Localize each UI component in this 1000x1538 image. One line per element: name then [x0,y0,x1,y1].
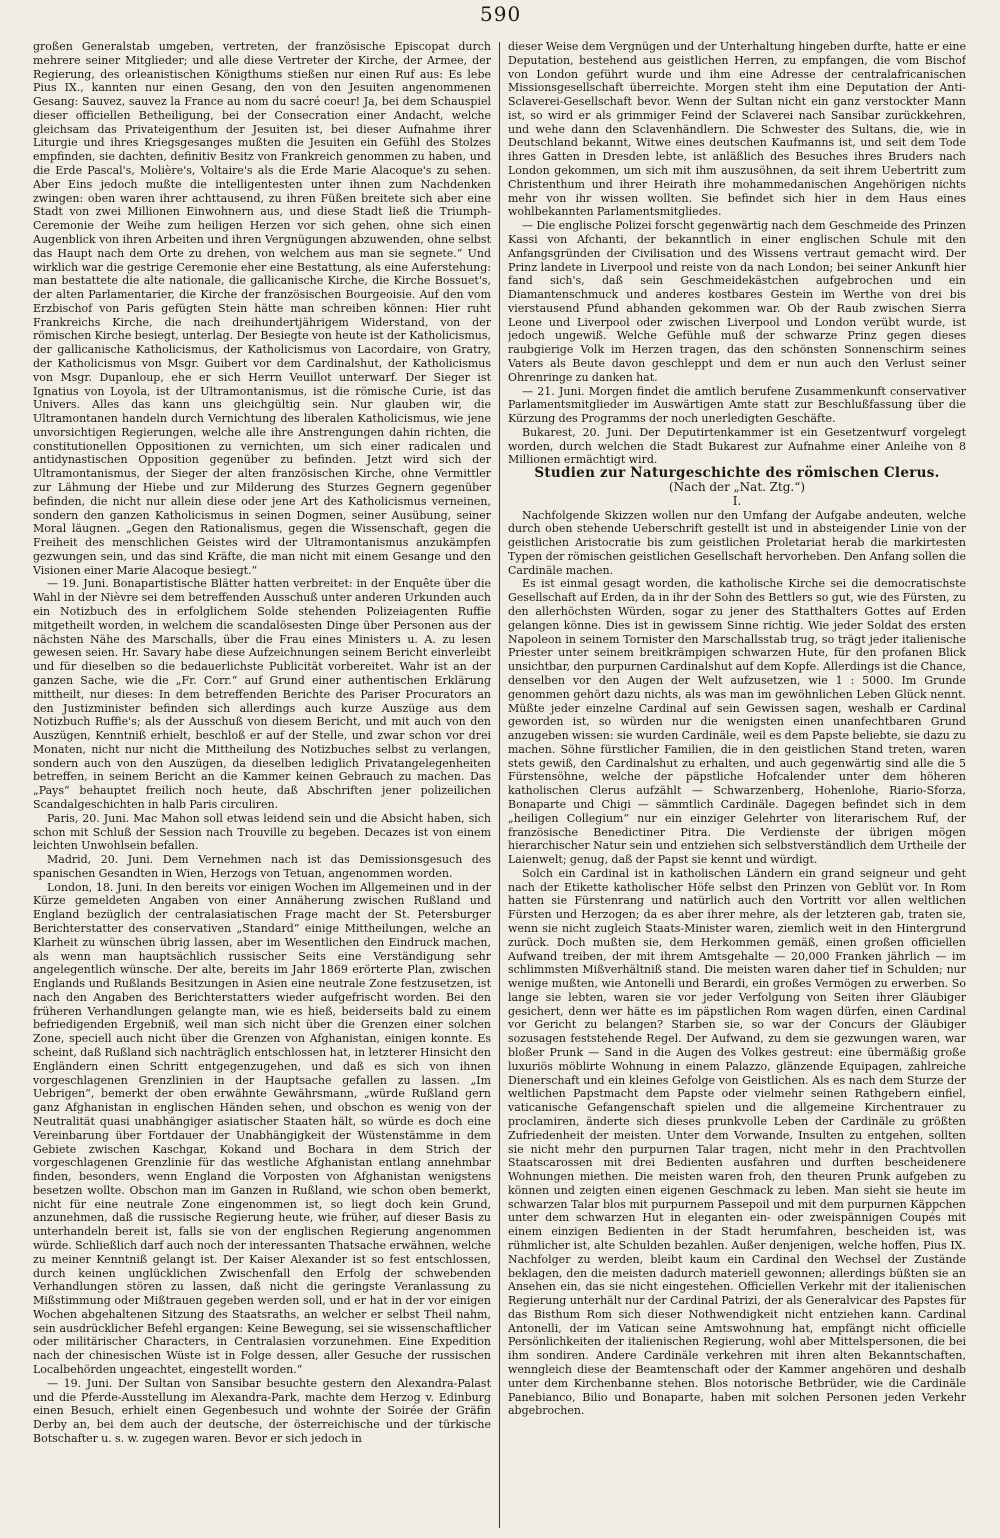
section-number: I. [732,493,742,508]
article-paragraph: Solch ein Cardinal ist in katholischen Ländern ein grand seigneur und geht nach der Etikette katholischer Höfe selbst den Prinzen von Geblüt vor. In Rom hatten sie Fürstenrang und natürlich auch den Vortritt vor allen weltlichen Fürsten und Herzogen; da es aber ihrer mehre, als der letzteren gab, traten sie, wenn sie nicht zugleich Staats-Minister waren, ziemlich weit in den Hintergrund zurück. Doch mußten sie, dem Herkommen gemäß, einen großen officiellen Aufwand treiben, der mit ihrem Amtsgehalte — 20,000 Franken jährlich — im schlimmsten Mißverhältniß stand. Die meisten waren daher tief in Schulden; nur wenige mußten, wie Antonelli und Berardi, ein großes Vermögen zu erwerben. So lange sie lebten, waren sie vor jeder Verfolgung von Seiten ihrer Gläubiger gesichert, denn wer hätte es im päpstlichen Rom wagen dürfen, einen Cardinal vor Gericht zu belangen? Starben sie, so war der Concurs der Gläubiger sozusagen feststehende Regel. Der Aufwand, zu dem sie gezwungen waren, war bloßer Prunk — Sand in die Augen des Volkes gestreut: eine übermäßig große luxuriös möblirte Wohnung in einem Palazzo, glänzende Equipagen, zahlreiche Dienerschaft und ein kleines Gefolge von Geistlichen. Als es nach dem Sturze der weltlichen Papstmacht dem Papste oder vielmehr seinen Rathgebern einfiel, vaticanische Gefangenschaft spielen und die allgemeine Kirchentrauer zu proclamiren, änderte sich dieses prunkvolle Leben der Cardinäle zu größten Zufriedenheit der meisten. Unter dem Vorwande, Insulten zu entgehen, sollten sie nicht mehr den purpurnen Talar tragen, nicht mehr in den Prachtvollen Staatscarossen mit drei Bedienten ausfahren und durften bescheidenere Wohnungen miethen. Die meisten waren froh, den theuren Prunk aufgeben zu können und zeigten einen eigenen Geschmack zu leben. Man sieht sie heute im schwarzen Talar blos mit purpurnem Passepoil und mit dem purpurnen Käppchen unter dem schwarzen Hut in eleganten ein- oder zweispännigen Coupés mit einem einzigen Bedienten in der Stadt herumfahren, bescheiden ist, was rühmlicher ist, alte Schulden bezahlen. Außer denjenigen, welche hoffen, Pius IX. Nachfolger zu werden, bleibt kaum ein Cardinal den Wechsel der Zustände beklagen, den die meisten dadurch materiell gewonnen; allerdings büßten sie an Ansehen ein, das sie nicht eingestehen. Officiellen Verkehr mit der italienischen Regierung unterhält nur der Cardinal Patrizi, der als Generalvicar des Papstes für das Bisthum Rom sich dieser Nothwendigkeit nicht entziehen kann. Cardinal Antonelli, der im Vatican seine Amtswohnung hat, empfängt nicht officielle Persönlichkeiten der italienischen Regierung, wohl aber Mittelspersonen, die bei ihm sondiren. Andere Cardinäle verkehren mit ihren alten Bekanntschaften, wenngleich diese der Beamtenschaft oder der Kammer angehören und deshalb unter dem Kirchenbanne stehen. Blos notorische Betbrüder, wie die Cardinäle Panebianco, Bilio und Bonaparte, haben mit solchen Personen jeden Verkehr abgebrochen. [508,866,966,1418]
article-paragraph: — 19. Juni. Bonapartistische Blätter hatten verbreitet: in der Enquête über die Wahl in der Nièvre sei dem betreffenden Ausschuß unter anderen Urkunden auch ein Notizbuch des in erfolglichem Solde stehenden Polizeiagenten Ruffie mitgetheilt worden, in welchem die scandalösesten Dinge über Personen aus der nächsten Nähe des Marschalls, über die Frau eines Ministers u. A. zu lesen gewesen seien. Hr. Savary habe diese Aufzeichnungen seinem Bericht einverleibt und für dieselben so die bedauerlichste Publicität vorbereitet. Wahr ist an der ganzen Sache, wie die „Fr. Corr.“ auf Grund einer authentischen Erklärung mittheilt, nur dieses: In dem betreffenden Berichte des Pariser Procurators an den Justizminister befinden sich allerdings auch kurze Auszüge aus dem Notizbuch Ruffie's; als der Ausschuß von diesem Bericht, und mit auch von den Auszügen, Kenntniß erhielt, beschloß er auf der Stelle, und zwar schon vor drei Monaten, nicht nur nicht die Mittheilung des Notizbuches selbst zu verlangen, sondern auch von den Auszügen, da dieselben lediglich Privatangelegenheiten betreffen, in seinem Bericht an die Kammer keinen Gebrauch zu machen. Das „Pays“ behauptet freilich noch heute, daß Abschriften jener polizeilichen Scandalgeschichten in halb Paris circuliren. [33,577,491,811]
page-number: 590 [480,2,522,26]
article-paragraph: Nachfolgende Skizzen wollen nur den Umfang der Aufgabe andeuten, welche durch oben stehende Ueberschrift gestellt ist und in absteigender Linie von der geistlichen Aristocratie bis zum geistlichen Proletariat herab die markirtesten Typen der römischen geistlichen Gesellschaft hervorheben. Den Anfang sollen die Cardinäle machen. [508,508,966,577]
article-paragraph: dieser Weise dem Vergnügen und der Unterhaltung hingeben durfte, hatte er eine Deputation, bestehend aus geistlichen Herren, zu empfangen, die vom Bischof von London geführt wurde und ihm eine Adresse der centralafricanischen Missionsgesellschaft überreichte. Morgen steht ihm eine Deputation der Anti-Sclaverei-Gesellschaft bevor. Wenn der Sultan nicht ein ganz verstockter Mann ist, so wird er als grimmiger Feind der Sclaverei nach Sansibar zurückkehren, und wehe dann den Sclavenhändlern. Die Schwester des Sultans, die, wie in Deutschland bekannt, Witwe eines deutschen Kaufmanns ist, und seit dem Tode ihres Gatten in Dresden lebte, ist anläßlich des Besuches ihres Bruders nach London gekommen, um sich mit ihm auszusöhnen, da seit ihrem Uebertritt zum Christenthum und ihrer Heirath ihre mohammedanischen Angehörigen nichts mehr von ihr wissen wollten. Sie befindet sich hier in dem Haus eines wohlbekannten Parlamentsmitgliedes. [508,40,966,219]
article-paragraph: Madrid, 20. Juni. Dem Vernehmen nach ist das Demissionsgesuch des spanischen Gesandten in Wien, Herzogs von Tetuan, angenommen worden. [33,853,491,880]
article-paragraph: Bukarest, 20. Juni. Der Deputirtenkammer ist ein Gesetzentwurf vorgelegt worden, durch welchen die Stadt Bukarest zur Aufnahme einer Anleihe von 8 Millionen ermächtigt wird. [508,425,966,467]
section-source: (Nach der „Nat. Ztg.“) [668,480,806,494]
article-paragraph: Paris, 20. Juni. Mac Mahon soll etwas leidend sein und die Absicht haben, sich schon mit Schluß der Session nach Trouville zu begeben. Decazes ist von einem leichten Unwohlsein befallen. [33,811,491,853]
section-headline: Studien zur Naturgeschichte des römischen Clerus. [534,465,940,482]
article-paragraph: — 19. Juni. Der Sultan von Sansibar besuchte gestern den Alexandra-Palast und die Pferde-Ausstellung im Alexandra-Park, machte dem Herzog v. Edinburg einen Besuch, erhielt einen Gegenbesuch und wohnte der Soirée der Gräfin Derby an, bei dem auch der deutsche, der österreichische und der türkische Botschafter u. s. w. zugegen waren. Bevor er sich jedoch in [33,1376,491,1445]
article-paragraph: Es ist einmal gesagt worden, die katholische Kirche sei die democratischste Gesellschaft auf Erden, da in ihr der Sohn des Bettlers so gut, wie des Fürsten, zu den allerhöchsten Würden, sogar zu jener des Statthalters Gottes auf Erden gelangen könne. Dies ist in gewissem Sinne richtig. Wie jeder Soldat des ersten Napoleon in seinem Tornister den Marschallsstab trug, so trägt jeder italienische Priester unter seinem breitkrämpigen schwarzen Hute, für den profanen Blick unsichtbar, den purpurnen Cardinalshut auf dem Kopfe. Allerdings ist die Chance, denselben vor den Augen der Welt aufzusetzen, wie 1 : 5000. Im Grunde genommen gehört dazu nichts, als was man im gewöhnlichen Leben Glück nennt. Müßte jeder einzelne Cardinal auf sein Gewissen sagen, weshalb er Cardinal geworden ist, so würden nur die wenigsten einen unanfechtbaren Grund anzugeben wissen: sie wurden Cardinäle, weil es dem Papste beliebte, sie dazu zu machen. Söhne fürstlicher Familien, die in den geistlichen Stand treten, waren stets gewiß, den Cardinalshut zu erhalten, und auch gegenwärtig sind alle die 5 Fürstensöhne, welche der päpstliche Hofcalender unter dem höheren katholischen Clerus aufzählt — Schwarzenberg, Hohenlohe, Riario-Sforza, Bonaparte und Chigi — sämmtlich Cardinäle. Dagegen befindet sich in dem „heiligen Collegium“ nur ein einziger Gelehrter von literarischem Ruf, der französische Benedictiner Pitra. Die Verdienste der übrigen mögen hierarchischer Natur sein und entziehen sich selbstverständlich dem Urtheile der Laienwelt; genug, daß der Papst sie kennt und würdigt. [508,577,966,867]
article-paragraph: großen Generalstab umgeben, vertreten, der französische Episcopat durch mehrere seiner Mitglieder; und alle diese Vertreter der Kirche, der Armee, der Regierung, des orleanistischen Königthums stießen nur einen Ruf aus: Es lebe Pius IX., kannten nur einen Gesang, den von den Jesuiten angenommenen Gesang: Sauvez, sauvez la France au nom du sacré coeur! Ja, bei dem Schauspiel dieser officiellen Betheiligung, bei der Consecration einer Andacht, welche gleichsam das Privateigenthum der Jesuiten ist, bei dieser Aufnahme ihrer Liturgie und ihres Kriegsgesanges mußten die Jesuiten ein Gefühl des Stolzes empfinden, sie dachten, definitiv Besitz von Frankreich genommen zu haben, und die Erde Pascal's, Molière's, Voltaire's als die Erde Marie Alacoque's zu sehen. Aber Eins jedoch mußte die intelligentesten unter ihnen zum Nachdenken zwingen: oben waren ihrer achttausend, zu ihren Füßen breitete sich aber eine Stadt von zwei Millionen Einwohnern aus, und diese Stadt ließ die Triumph-Ceremonie der Weihe zum heiligen Herzen vor sich gehen, ohne sich einen Augenblick von ihren Arbeiten und ihren Vergnügungen abzuwenden, ohne selbst das Haupt nach dem Orte zu drehen, von welchem aus man sie segnete.“ Und wirklich war die gestrige Ceremonie eher eine Bestattung, als eine Auferstehung: man bestattete die alte nationale, die gallicanische Kirche, die Kirche Bossuet's, der alten Parlamentarier, die Kirche der französischen Bourgeoisie. Auf den vom Erzbischof von Paris gefügten Stein hätte man schreiben können: Hier ruht Frankreichs Kirche, die nach dreihundertjährigem Widerstand, von der römischen Kirche besiegt, unterlag. Der Besiegte von heute ist der Katholicismus, der gallicanische Katholicismus, der Katholicismus von Lacordaire, von Gratry, der Katholicismus von Msgr. Guibert vor dem Cardinalshut, der Katholicismus von Msgr. Dupanloup, ehe er sich Herrn Veuillot unterwarf. Der Sieger ist Ignatius von Loyola, ist der Ultramontanismus, ist die römische Curie, ist das Univers. Alles das kann uns gleichgültig sein. Nur glauben wir, die Ultramontanen handeln durch Vernichtung des liberalen Katholicismus, wie jene unvorsichtigen Regierungen, welche alle ihre Anstrengungen dahin richten, die constitutionellen Oppositionen zu vernichten, um sich einer radicalen und antidynastischen Opposition gegenüber zu befinden. Jetzt wird sich der Ultramontanismus, der Sieger der alten französischen Kirche, ohne Vermittler zur Lähmung der Hiebe und zur Milderung des Sturzes Gegnern gegenüber befinden, die nicht nur allein diese oder jene Art des Katholicismus verneinen, sondern den ganzen Katholicismus in seinen Dogmen, seiner Ausübung, seiner Moral läugnen. „Gegen den Rationalismus, gegen die Wissenschaft, gegen die Freiheit des menschlichen Geistes wird der Ultramontanismus anzukämpfen gezwungen sein, und das sind Kräfte, die man nicht mit einem Gesange und den Visionen einer Marie Alacoque besiegt.“ [33,40,491,577]
column-divider [499,42,500,1528]
right-column [508,40,966,1520]
left-column [33,40,491,1520]
article-paragraph: — Die englische Polizei forscht gegenwärtig nach dem Geschmeide des Prinzen Kassi von Afchanti, der bekanntlich in einer englischen Schule mit den Anfangsgründen der Civilisation und des Wissens vertraut gemacht wird. Der Prinz landete in Liverpool und reiste von da nach London; bei seiner Ankunft hier fand sich's, daß sein Geschmeidekästchen aufgebrochen und ein Diamantenschmuck und anderes kostbares Gestein im Werthe von drei bis vierstausend Pfund abhanden gekommen war. Ob der Raub zwischen Sierra Leone und Liverpool oder zwischen Liverpool und London verübt wurde, ist jedoch ungewiß. Welche Gefühle muß der schwarze Prinz gegen dieses raubgierige Volk im Herzen tragen, das den schönsten Sonnenschirm seines Vaters als Beute davon geschleppt und dem er nun auch den Verlust seiner Ohrenringe zu danken hat. [508,219,966,384]
article-paragraph: — 21. Juni. Morgen findet die amtlich berufene Zusammenkunft conservativer Parlamentsmitglieder im Auswärtigen Amte statt zur Beschlußfassung über die Kürzung des Programms der noch unerledigten Geschäfte. [508,384,966,426]
article-paragraph: London, 18. Juni. In den bereits vor einigen Wochen im Allgemeinen und in der Kürze gemeldeten Angaben von einer Annäherung zwischen Rußland und England bezüglich der centralasiatischen Frage macht der St. Petersburger Berichterstatter des conservativen „Standard“ einige Mittheilungen, welche an Klarheit zu wünschen übrig lassen, aber im Wesentlichen den Eindruck machen, als wenn man hauptsächlich russischer Seits eine Verständigung sehr angelegentlich wünsche. Der alte, bereits im Jahr 1869 erörterte Plan, zwischen Englands und Rußlands Besitzungen in Asien eine neutrale Zone festzusetzen, ist nach den Angaben des Berichterstatters wieder aufgefrischt worden. Bei den früheren Verhandlungen gelangte man, wie es hieß, beiderseits bald zu einem befriedigenden Ergebniß, weil man sich nicht über die Grenzen einer solchen Zone, speciell auch nicht über die Grenzen von Afghanistan, einigen konnte. Es scheint, daß Rußland sich nachträglich entschlossen hat, in letzterer Hinsicht den Engländern einen Schritt entgegenzugehen, und daß es sich von ihnen vorgeschlagenen Grenzlinien in der Hauptsache gefallen zu lassen. „Im Uebrigen“, bemerkt der oben erwähnte Gewährsmann, „würde Rußland gern ganz Afghanistan in englischen Händen sehen, und obschon es wenig von der Neutralität quasi unabhängiger asiatischer Staaten hält, so würde es doch eine Vereinbarung über Fortdauer der Unabhängigkeit der Wüstenstämme in dem Gebiete zwischen Kaschgar, Kokand und Bochara in dem Strich der vorgeschlagenen Grenzlinie für das westliche Afghanistan entlang annehmbar finden, besonders, wenn England die Vorposten von Afghanistan wenigstens besetzen wollte. Obschon man im Ganzen in Rußland, wie schon oben bemerkt, nicht für eine neutrale Zone eingenommen ist, so liegt doch kein Grund, anzunehmen, daß die russische Regierung heute, wie früher, auf dieser Basis zu unterhandeln bereit ist, falls sie von der englischen Regierung angenommen würde. Schließlich darf auch noch der interessanten Thatsache erwähnen, welche zu meiner Kenntniß gelangt ist. Der Kaiser Alexander ist so fest entschlossen, durch keinen unglücklichen Zwischenfall den Erfolg der schwebenden Verhandlungen stören zu lassen, daß nicht die geringste Veranlassung zu Mißstimmung oder Mißtrauen gegeben werden soll, und er hat in der vor einigen Wochen abgehaltenen Sitzung des Staatsraths, an welcher er selbst Theil nahm, sein ausdrücklicher Befehl ergangen: Keine Bewegung, sei sie wissenschaftlicher oder militärischer Characters, in Centralasien vorzunehmen. Eine Expedition nach der chinesischen Wüste ist in Folge dessen, aller Gesuche der russischen Localbehörden ungeachtet, eingestellt worden.“ [33,880,491,1376]
